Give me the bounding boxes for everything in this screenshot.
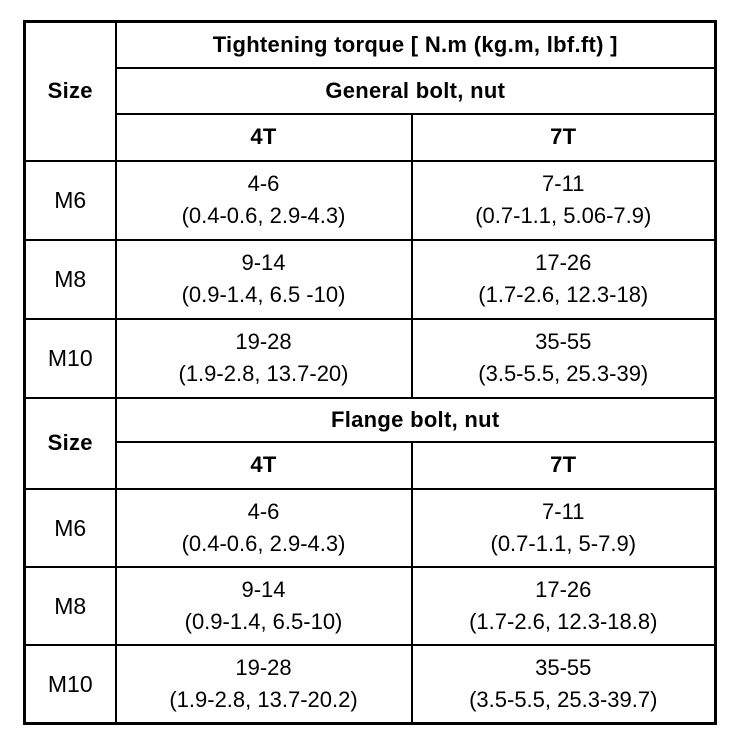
torque-7t-cell: [412, 319, 716, 398]
torque-range: 7-11: [542, 498, 585, 524]
flange-grade-7t-header: 7T: [412, 442, 716, 489]
torque-4t-cell: [116, 645, 412, 724]
flange-grade-4t-header: 4T: [116, 442, 412, 489]
table-row: [25, 567, 716, 645]
torque-conversions: (3.5-5.5, 25.3-39.7): [469, 686, 658, 712]
torque-range: 17-26: [535, 250, 592, 275]
torque-range: 4-6: [247, 171, 280, 196]
torque-conversions: (0.9-1.4, 6.5 -10): [181, 282, 346, 307]
torque-range: 9-14: [241, 250, 286, 275]
torque-range: 17-26: [535, 576, 592, 602]
torque-7t-cell: [412, 645, 716, 724]
size-cell: M10: [25, 319, 116, 398]
flange-bolt-title: Flange bolt, nut: [116, 398, 716, 442]
table-row: [25, 240, 716, 319]
torque-conversions: (0.4-0.6, 2.9-4.3): [181, 203, 346, 228]
torque-7t-cell: [412, 567, 716, 645]
torque-range: 35-55: [535, 329, 592, 354]
general-grade-4t-header: 4T: [116, 114, 412, 161]
torque-conversions: (1.9-2.8, 13.7-20): [178, 361, 349, 386]
torque-specification-table: [23, 20, 717, 725]
table-row: [25, 645, 716, 724]
torque-range: 7-11: [542, 171, 585, 196]
size-header: Size: [25, 398, 116, 489]
torque-title: Tightening torque [ N.m (kg.m, lbf.ft) ]: [116, 22, 716, 68]
table-row: [25, 161, 716, 240]
general-grade-7t-header: 7T: [412, 114, 716, 161]
torque-conversions: (1.7-2.6, 12.3-18.8): [469, 608, 658, 634]
torque-range: 4-6: [247, 498, 280, 524]
torque-conversions: (1.7-2.6, 12.3-18): [478, 282, 649, 307]
torque-7t-cell: [412, 161, 716, 240]
torque-4t-cell: [116, 161, 412, 240]
torque-7t-cell: [412, 489, 716, 567]
torque-range: 35-55: [535, 654, 592, 680]
table-row: [25, 319, 716, 398]
torque-range: 9-14: [241, 576, 286, 602]
table-row: [25, 489, 716, 567]
torque-4t-cell: [116, 489, 412, 567]
torque-conversions: (1.9-2.8, 13.7-20.2): [169, 686, 358, 712]
torque-4t-cell: [116, 319, 412, 398]
torque-conversions: (3.5-5.5, 25.3-39): [478, 361, 649, 386]
torque-range: 19-28: [235, 329, 292, 354]
size-cell: M8: [25, 567, 116, 645]
torque-7t-cell: [412, 240, 716, 319]
size-header: Size: [25, 22, 116, 161]
torque-4t-cell: [116, 567, 412, 645]
size-cell: M6: [25, 161, 116, 240]
torque-conversions: (0.7-1.1, 5-7.9): [490, 530, 637, 556]
general-bolt-title: General bolt, nut: [116, 68, 716, 114]
torque-conversions: (0.7-1.1, 5.06-7.9): [475, 203, 652, 228]
torque-4t-cell: [116, 240, 412, 319]
torque-conversions: (0.4-0.6, 2.9-4.3): [181, 530, 346, 556]
size-cell: M10: [25, 645, 116, 724]
torque-conversions: (0.9-1.4, 6.5-10): [184, 608, 343, 634]
size-cell: M8: [25, 240, 116, 319]
size-cell: M6: [25, 489, 116, 567]
torque-range: 19-28: [235, 654, 292, 680]
